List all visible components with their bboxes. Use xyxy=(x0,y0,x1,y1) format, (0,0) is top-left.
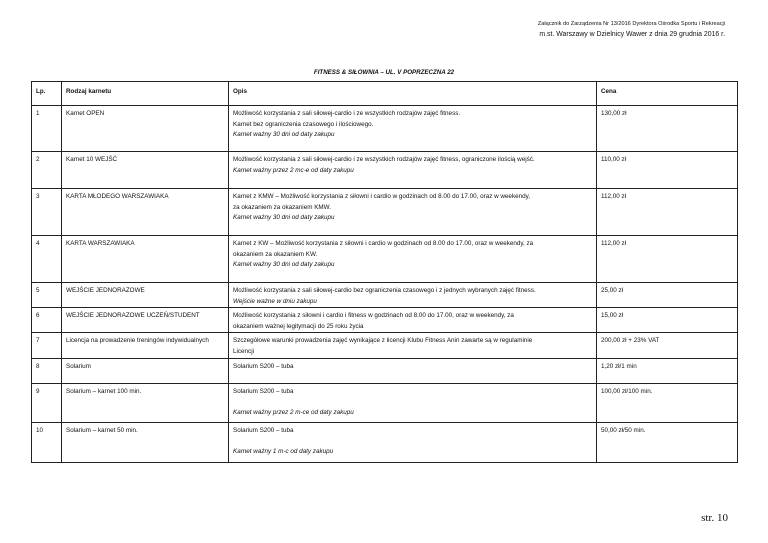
row-price: 1,20 zł/1 min xyxy=(597,359,738,384)
row-name: Licencja na prowadzenie treningów indywidualnych xyxy=(62,333,229,359)
row-price: 200,00 zł + 23% VAT xyxy=(597,333,738,359)
validity-note: Karnet ważny 1 m-c od daty zakupu xyxy=(233,447,334,455)
row-description xyxy=(229,359,597,384)
page-number: str. 10 xyxy=(701,512,728,524)
validity-note: Karnet ważny przez 2 mc-e od daty zakupu xyxy=(233,166,354,174)
validity-note: Wejście ważne w dniu zakupu xyxy=(233,297,317,305)
row-price: 110,00 zł xyxy=(597,152,738,189)
description-line: Możliwość korzystania z siłowni i cardio i fitness w godzinach od 8.00 do 17.00, oraz w weekendy, za xyxy=(233,312,514,319)
row-description xyxy=(229,333,597,359)
row-description xyxy=(229,189,597,236)
row-name: KARTA WARSZAWIAKA xyxy=(62,236,229,283)
row-price: 112,00 zł xyxy=(597,189,738,236)
description-line: Solarium S200 – tuba xyxy=(233,427,294,434)
validity-note: Karnet ważny 30 dni od daty zakupu xyxy=(233,131,335,138)
row-lp: 7 xyxy=(32,333,62,359)
table-row xyxy=(32,384,738,423)
description-line: Licencji xyxy=(233,347,254,355)
row-price: 15,00 zł xyxy=(597,308,738,333)
table-row xyxy=(32,333,738,359)
row-name: Solarium – karnet 50 min. xyxy=(62,423,229,463)
row-description xyxy=(229,106,597,152)
row-price: 130,00 zł xyxy=(597,106,738,152)
description-line: Solarium S200 – tuba xyxy=(233,388,294,395)
row-lp: 10 xyxy=(32,423,62,463)
description-line: za okazaniem za okazaniem KMW. xyxy=(233,203,331,211)
row-lp: 5 xyxy=(32,283,62,308)
validity-note: Karnet ważny 30 dni od daty zakupu xyxy=(233,261,335,268)
table-row xyxy=(32,106,738,152)
column-header-desc: Opis xyxy=(229,82,597,106)
table-row xyxy=(32,308,738,333)
table-row xyxy=(32,236,738,283)
row-description xyxy=(229,384,597,423)
table-row xyxy=(32,423,738,463)
column-header-name: Rodzaj karnetu xyxy=(62,82,229,106)
row-lp: 4 xyxy=(32,236,62,283)
column-header-price: Cena xyxy=(597,82,738,106)
header-line-2: m.st. Warszawy w Dzielnicy Wawer z dnia 29 grudnia 2016 r. xyxy=(539,31,725,38)
table-row xyxy=(32,189,738,236)
document-title: FITNESS & SIŁOWNIA – UL. V POPRZECZNA 22 xyxy=(313,69,455,76)
table-header-row xyxy=(32,82,738,106)
description-line: Karnet z KW – Możliwość korzystania z siłowni i cardio w godzinach od 8.00 do 17.00, oraz w weekendy, za xyxy=(233,240,534,247)
row-description xyxy=(229,283,597,308)
header-line-1: Załącznik do Zarządzenia Nr 13/2016 Dyrektora Ośrodka Sportu i Rekreacji xyxy=(537,21,725,27)
row-name: WEJŚCIE JEDNORAZOWE xyxy=(62,283,229,308)
description-line: Solarium S200 – tuba xyxy=(233,363,294,370)
table-row xyxy=(32,152,738,189)
row-description xyxy=(229,423,597,463)
description-line: Szczegółowe warunki prowadzenia zajęć wynikające z licencji Klubu Fitness Anin zawarte są w regulaminie xyxy=(233,337,533,344)
row-description xyxy=(229,308,597,333)
description-line: Możliwość korzystania z sali siłowej-cardio i ze wszystkich rodzajów zajęć fitness, ograniczone ilością wejść. xyxy=(233,156,535,163)
row-name: KARTA MŁODEGO WARSZAWIAKA xyxy=(62,189,229,236)
description-line: Możliwość korzystania z sali siłowej-cardio i ze wszystkich rodzajów zajęć fitness. xyxy=(233,110,461,117)
description-line: okazaniem ważnej legitymacji do 25 roku życia xyxy=(233,322,364,330)
row-price: 100,00 zł/100 min. xyxy=(597,384,738,423)
description-line: Karnet z KMW – Możliwość korzystania z siłowni i cardio w godzinach od 8.00 do 17.00, oraz w weekendy, xyxy=(233,193,531,200)
row-price: 50,00 zł/50 min. xyxy=(597,423,738,463)
validity-note: Karnet ważny przez 2 m-ce od daty zakupu xyxy=(233,408,354,416)
validity-note: Karnet ważny 30 dni od daty zakupu xyxy=(233,214,335,221)
row-name: Solarium xyxy=(62,359,229,384)
row-price: 112,00 zł xyxy=(597,236,738,283)
row-description xyxy=(229,152,597,189)
row-lp: 1 xyxy=(32,106,62,152)
table-row xyxy=(32,359,738,384)
row-description xyxy=(229,236,597,283)
row-lp: 2 xyxy=(32,152,62,189)
row-lp: 3 xyxy=(32,189,62,236)
row-lp: 9 xyxy=(32,384,62,423)
row-name: WEJŚCIE JEDNORAZOWE UCZEŃ/STUDENT xyxy=(62,308,229,333)
row-name: Solarium – karnet 100 min. xyxy=(62,384,229,423)
row-name: Karnet 10 WEJŚĆ xyxy=(62,152,229,189)
row-price: 25,00 zł xyxy=(597,283,738,308)
row-lp: 6 xyxy=(32,308,62,333)
column-header-lp: Lp. xyxy=(32,82,62,106)
description-line: okazaniem za okazaniem KW. xyxy=(233,250,318,258)
row-lp: 8 xyxy=(32,359,62,384)
row-name: Karnet OPEN xyxy=(62,106,229,152)
description-line: Możliwość korzystania z sali siłowej-cardio bez ograniczenia czasowego i z jednych wybranych zajęć fitness. xyxy=(233,287,536,294)
description-line: Karnet bez ograniczenia czasowego i ilościowego. xyxy=(233,120,374,128)
price-table xyxy=(31,81,738,463)
table-row xyxy=(32,283,738,308)
